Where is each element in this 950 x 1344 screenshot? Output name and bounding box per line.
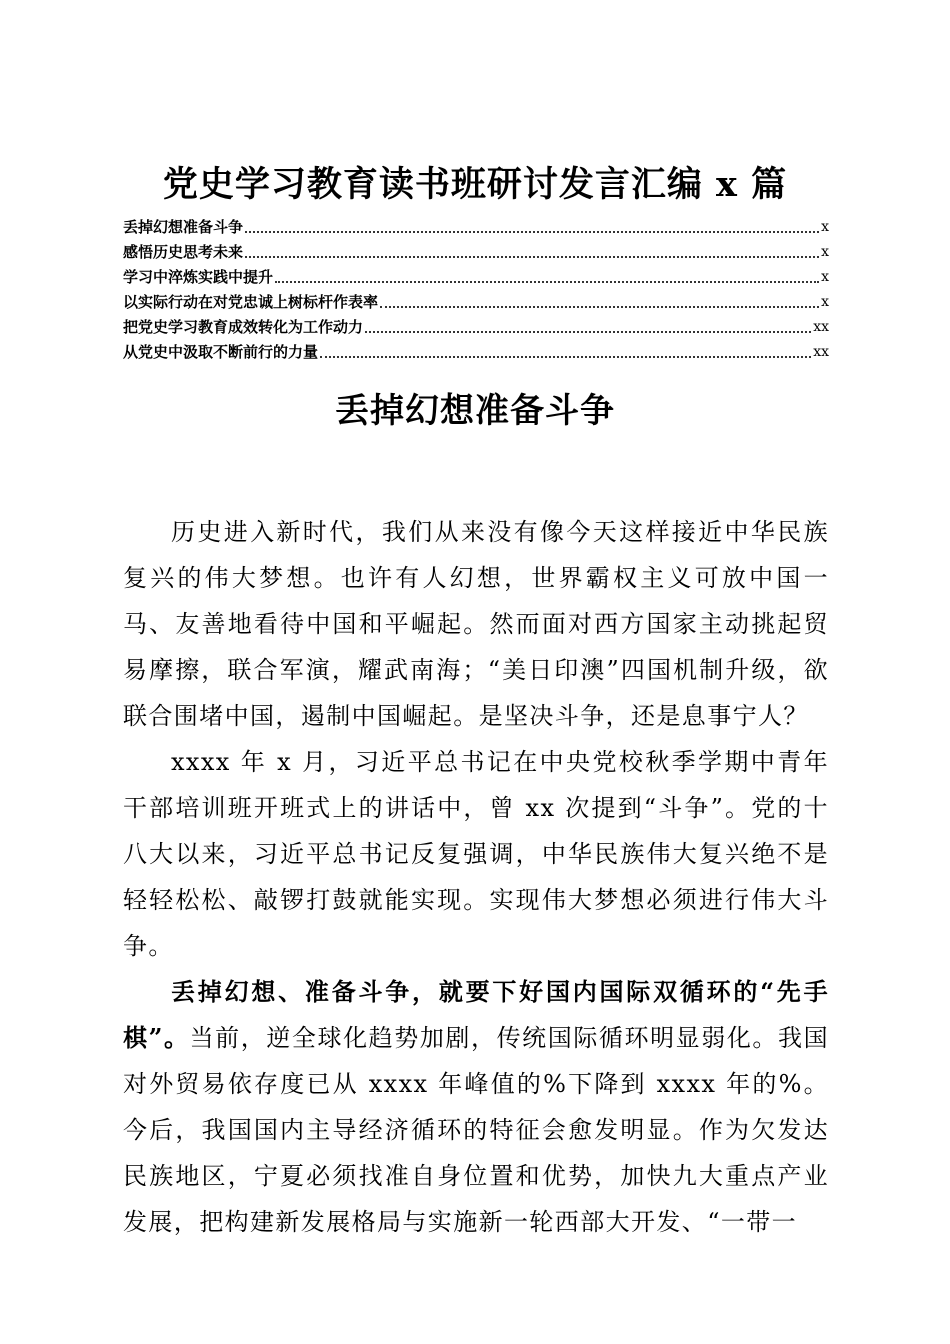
toc-entry-page: x <box>821 269 829 285</box>
toc-entry-label: 从党史中汲取不断前行的力量 <box>123 343 319 361</box>
toc-entry-page: x <box>821 219 829 235</box>
document-title: 党史学习教育读书班研讨发言汇编 x 篇 <box>162 164 788 205</box>
toc-leader-dots <box>245 231 819 233</box>
body-paragraph <box>123 509 829 739</box>
toc-entry-label: 把党史学习教育成效转化为工作动力 <box>123 318 364 336</box>
body-paragraph <box>123 969 829 1245</box>
toc-entry[interactable] <box>123 337 829 362</box>
toc-leader-dots <box>380 306 819 308</box>
toc-entry[interactable] <box>123 312 829 337</box>
toc-entry-label: 丢掉幻想准备斗争 <box>123 218 244 236</box>
section-heading: 丢掉幻想准备斗争 <box>335 391 615 431</box>
toc-entry[interactable] <box>123 287 829 312</box>
toc-entry-label: 以实际行动在对党忠诚上树标杆作表率 <box>123 293 379 311</box>
paragraph-text: 历史进入新时代，我们从来没有像今天这样接近中华民族复兴的伟大梦想。也许有人幻想，世界霸权主义可放中国一马、友善地看待中国和平崛起。然而面对西方国家主动挑起贸易摩擦，联合军演，耀武南海；“美日印澳”四国机制升级，欲联合围堵中国，遏制中国崛起。是坚决斗争，还是息事宁人？ <box>123 518 829 730</box>
toc-leader-dots <box>320 356 811 358</box>
toc-entry-page: xx <box>813 319 829 335</box>
paragraph-text: xxxx 年 x 月，习近平总书记在中央党校秋季学期中青年干部培训班开班式上的讲话中，曾 xx 次提到“斗争”。党的十八大以来，习近平总书记反复强调，中华民族伟大复兴绝不是轻轻松松、敲锣打鼓就能实现。实现伟大梦想必须进行伟大斗争。 <box>123 748 829 960</box>
toc-entry-page: x <box>821 244 829 260</box>
toc-entry-page: x <box>821 294 829 310</box>
section-body <box>123 509 829 1245</box>
body-paragraph <box>123 739 829 969</box>
toc-entry-page: xx <box>813 344 829 360</box>
toc-entry-label: 学习中淬炼实践中提升 <box>123 268 274 286</box>
toc-entry-label: 感悟历史思考未来 <box>123 243 244 261</box>
paragraph-lead-bold: 丢掉幻想、准备斗争，就要下好国内国际双循环的“先手棋”。 <box>123 977 829 1052</box>
table-of-contents <box>123 212 829 362</box>
toc-entry[interactable] <box>123 262 829 287</box>
toc-entry[interactable] <box>123 212 829 237</box>
paragraph-text: 当前，逆全球化趋势加剧，传统国际循环明显弱化。我国对外贸易依存度已从 xxxx 年峰值的%下降到 xxxx 年的%。今后，我国国内主导经济循环的特征会愈发明显。作为欠发达民族地区，宁夏必须找准自身位置和优势，加快九大重点产业发展，把构建新发展格局与实施新一轮西部大开发、“一带一 <box>123 1024 829 1236</box>
toc-leader-dots <box>245 256 819 258</box>
toc-leader-dots <box>365 331 811 333</box>
toc-leader-dots <box>275 281 819 283</box>
toc-entry[interactable] <box>123 237 829 262</box>
